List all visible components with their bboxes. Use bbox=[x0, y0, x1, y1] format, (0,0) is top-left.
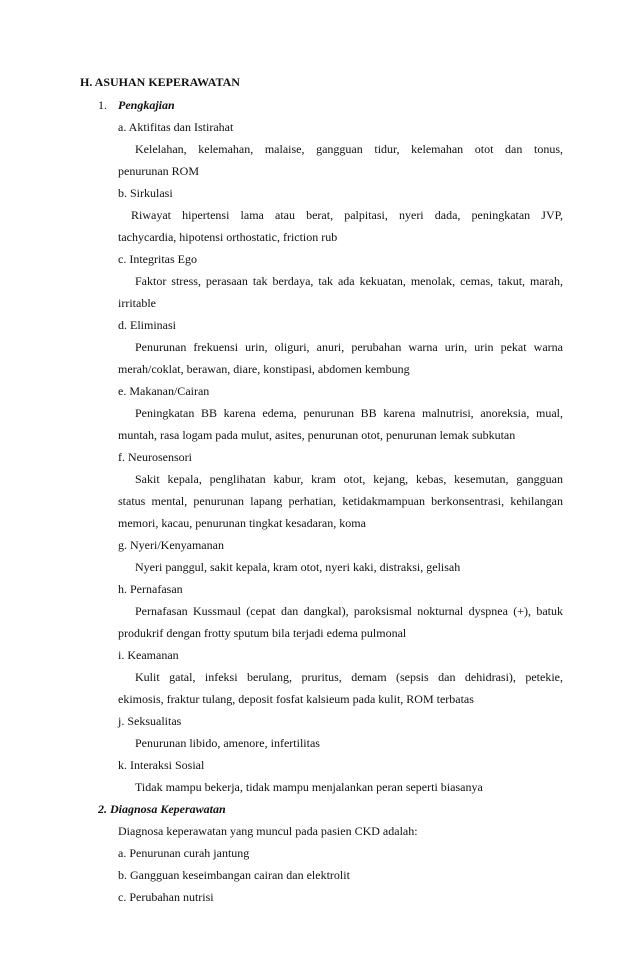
item-k-heading: k. Interaksi Sosial bbox=[118, 758, 205, 772]
item-d-text-1: Penurunan frekuensi urin, oliguri, anuri, perubahan warna urin, urin pekat warna bbox=[135, 340, 563, 354]
item-c-text-1: Faktor stress, perasaan tak berdaya, tak ada kekuatan, menolak, cemas, takut, marah, bbox=[135, 274, 563, 288]
item-f-heading: f. Neurosensori bbox=[118, 450, 192, 464]
item-c-text-2: irritable bbox=[118, 296, 156, 310]
item-j-text-1: Penurunan libido, amenore, infertilitas bbox=[135, 736, 320, 750]
item-h-text-1: Pernafasan Kussmaul (cepat dan dangkal), paroksismal nokturnal dyspnea (+), batuk bbox=[135, 604, 563, 618]
item-j-heading: j. Seksualitas bbox=[118, 714, 182, 728]
item-e-text-1: Peningkatan BB karena edema, penurunan BB karena malnutrisi, anoreksia, mual, bbox=[135, 406, 563, 420]
item-f-text-2: status mental, penurunan lapang perhatian, ketidakmampuan berkonsentrasi, kehilangan bbox=[118, 494, 563, 508]
item-e-heading: e. Makanan/Cairan bbox=[118, 384, 210, 398]
item-e-text-2: muntah, rasa logam pada mulut, asites, penurunan otot, penurunan lemak subkutan bbox=[118, 428, 516, 442]
diagnosa-item-c: c. Perubahan nutrisi bbox=[118, 890, 214, 904]
item-b-text-1: Riwayat hipertensi lama atau berat, palpitasi, nyeri dada, peningkatan JVP, bbox=[131, 208, 563, 222]
pengkajian-title: Pengkajian bbox=[118, 98, 175, 112]
item-i-heading: i. Keamanan bbox=[118, 648, 179, 662]
item-d-heading: d. Eliminasi bbox=[118, 318, 176, 332]
item-b-heading: b. Sirkulasi bbox=[118, 186, 173, 200]
item-c-heading: c. Integritas Ego bbox=[118, 252, 197, 266]
item-h-heading: h. Pernafasan bbox=[118, 582, 183, 596]
diagnosa-intro: Diagnosa keperawatan yang muncul pada pasien CKD adalah: bbox=[118, 824, 418, 838]
item-h-text-2: produkrif dengan frotty sputum bila terjadi edema pulmonal bbox=[118, 626, 407, 640]
item-b-text-2: tachycardia, hipotensi orthostatic, friction rub bbox=[118, 230, 338, 244]
item-d-text-2: merah/coklat, berawan, diare, konstipasi, abdomen kembung bbox=[118, 362, 410, 376]
item-a-text-1: Kelelahan, kelemahan, malaise, gangguan tidur, kelemahan otot dan tonus, bbox=[135, 142, 563, 156]
pengkajian-number: 1. bbox=[98, 98, 107, 112]
diagnosa-item-a: a. Penurunan curah jantung bbox=[118, 846, 250, 860]
item-k-text-1: Tidak mampu bekerja, tidak mampu menjalankan peran seperti biasanya bbox=[135, 780, 483, 794]
item-i-text-2: ekimosis, fraktur tulang, deposit fosfat kalsieum pada kulit, ROM terbatas bbox=[118, 692, 474, 706]
item-f-text-1: Sakit kepala, penglihatan kabur, kram otot, kejang, kebas, kesemutan, gangguan bbox=[135, 472, 563, 486]
item-g-text-1: Nyeri panggul, sakit kepala, kram otot, nyeri kaki, distraksi, gelisah bbox=[135, 560, 461, 574]
diagnosa-item-b: b. Gangguan keseimbangan cairan dan elektrolit bbox=[118, 868, 350, 882]
item-a-text-2: penurunan ROM bbox=[118, 164, 199, 178]
item-a-heading: a. Aktifitas dan Istirahat bbox=[118, 120, 234, 134]
item-g-heading: g. Nyeri/Kenyamanan bbox=[118, 538, 224, 552]
diagnosa-title: 2. Diagnosa Keperawatan bbox=[98, 802, 226, 816]
item-f-text-3: memori, kacau, penurunan tingkat kesadaran, koma bbox=[118, 516, 366, 530]
section-heading: H. ASUHAN KEPERAWATAN bbox=[80, 75, 240, 89]
item-i-text-1: Kulit gatal, infeksi berulang, pruritus, demam (sepsis dan dehidrasi), petekie, bbox=[135, 670, 563, 684]
